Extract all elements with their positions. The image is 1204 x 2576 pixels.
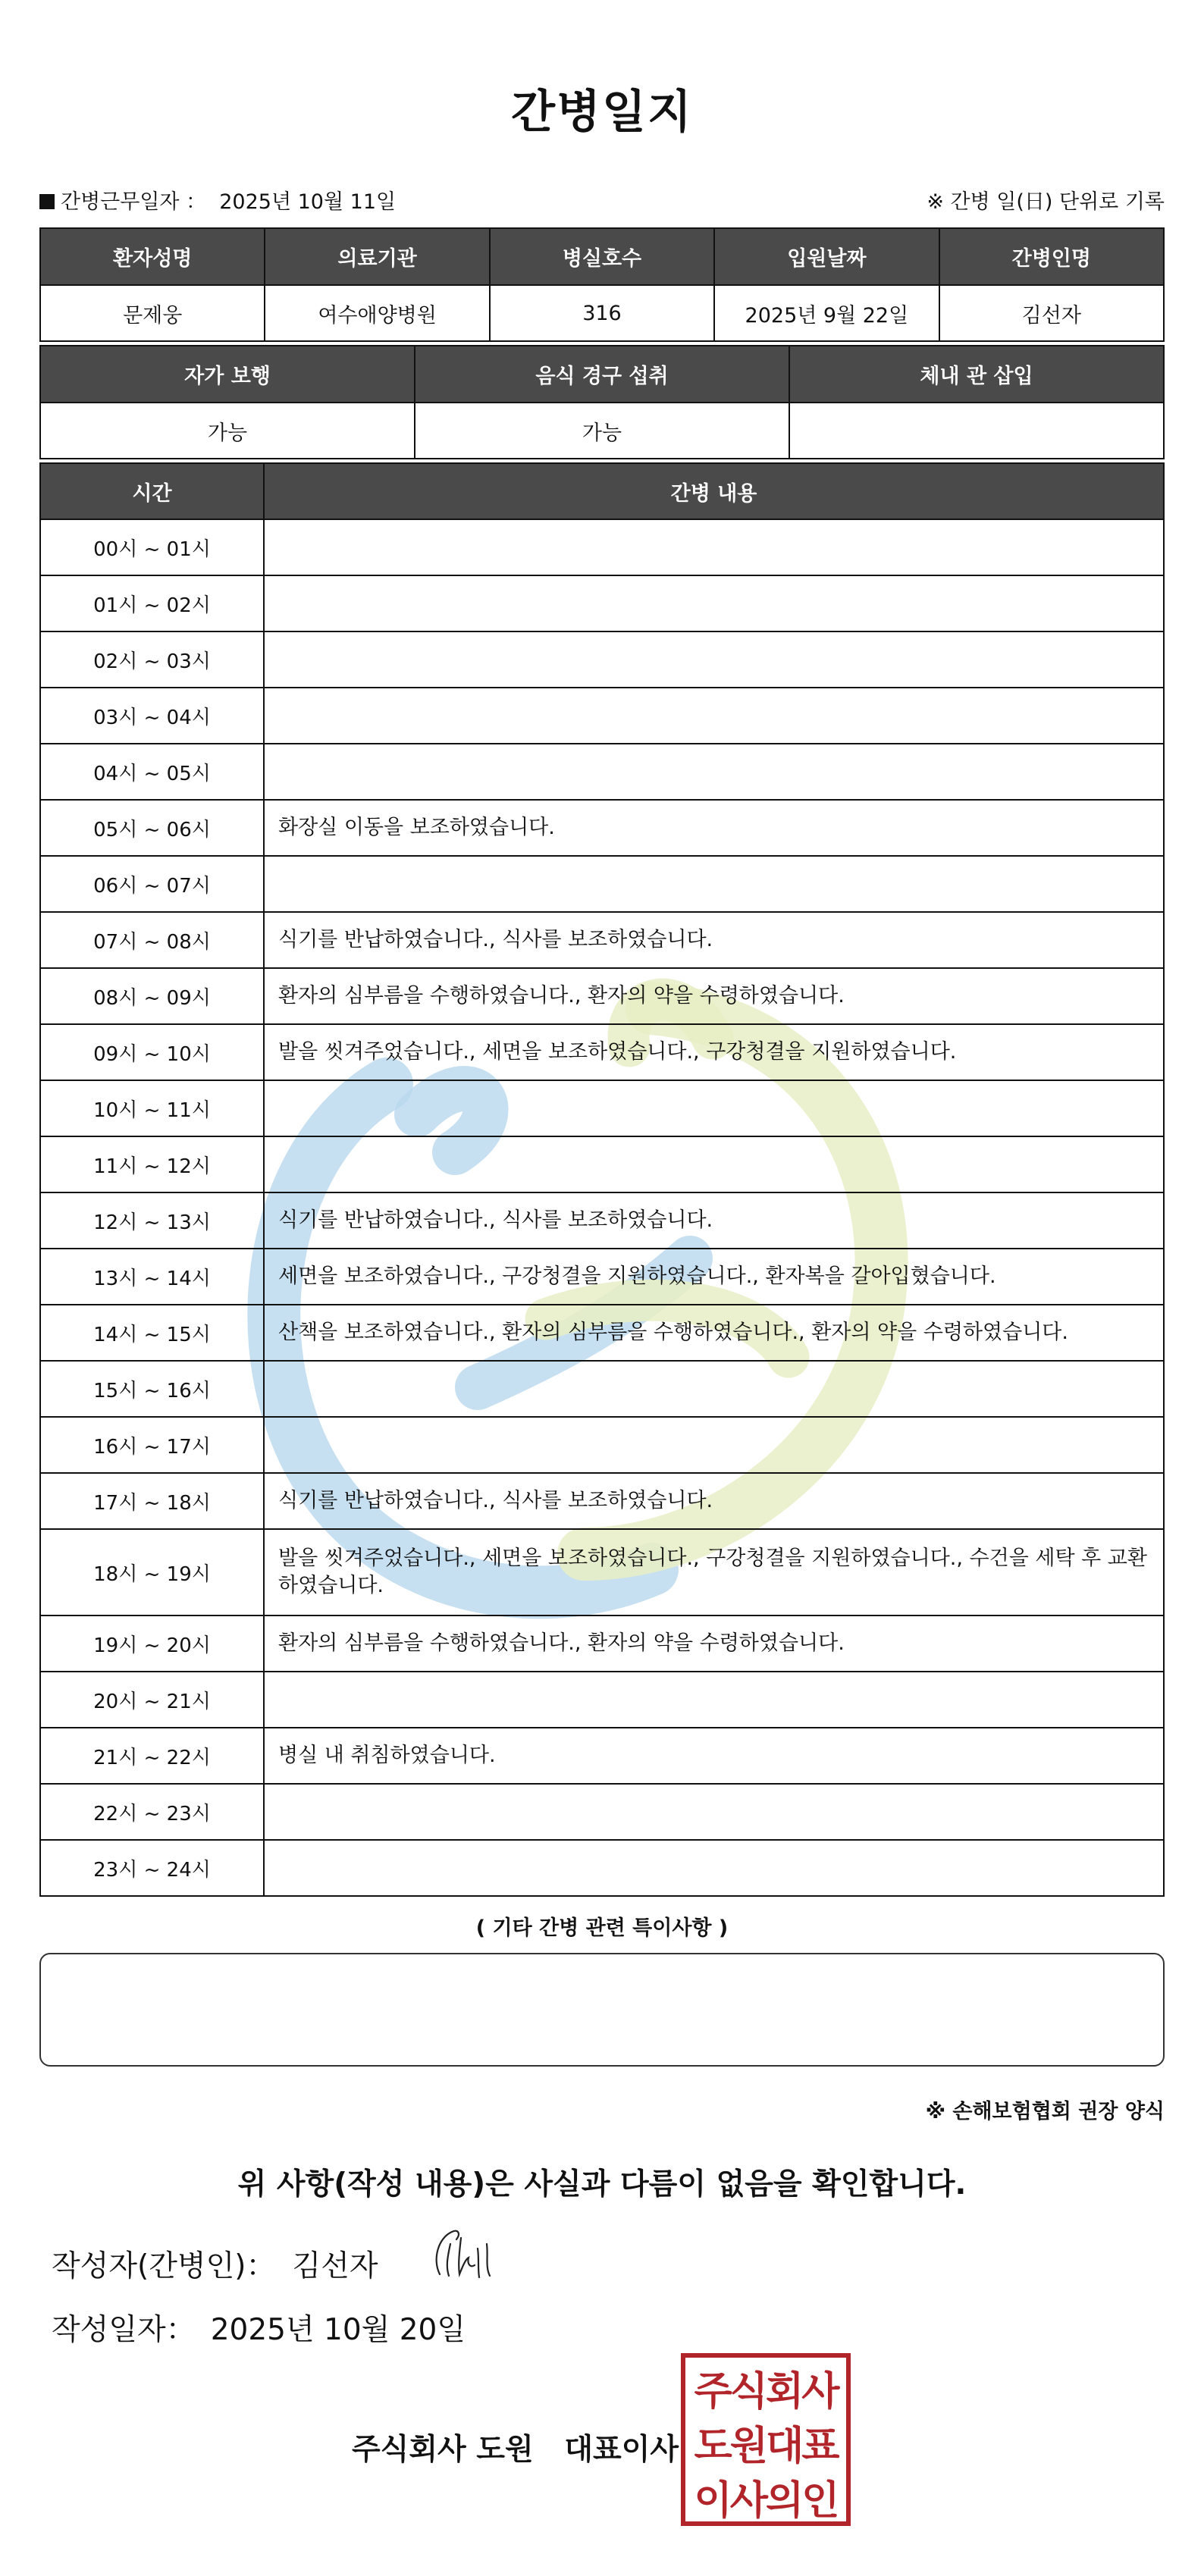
time-cell: 18시 ~ 19시 [40,1529,264,1615]
care-content-cell: 식기를 반납하였습니다., 식사를 보조하였습니다. [264,912,1164,968]
table-row [40,631,1164,688]
table-row [40,1192,1164,1249]
table-row [40,519,1164,575]
writer-name: 김선자 [292,2249,378,2283]
work-date-label: 간병근무일자 ： [61,190,207,214]
care-content-cell: 식기를 반납하였습니다., 식사를 보조하였습니다. [264,1192,1164,1249]
care-content-cell [264,1784,1164,1840]
time-cell: 19시 ~ 20시 [40,1615,264,1672]
record-note: ※ 간병 일(日) 단위로 기록 [927,190,1165,214]
header-caregiver: 간병인명 [939,228,1164,285]
special-notes-title: ( 기타 간병 관련 특이사항 ) [475,1916,729,1940]
table-row [40,575,1164,631]
header-patient-name: 환자성명 [40,228,265,285]
svg-text:이사의인: 이사의인 [694,2478,838,2524]
care-content-cell: 병실 내 취침하였습니다. [264,1728,1164,1784]
write-date-label: 작성일자： [52,2313,196,2347]
write-date-line [52,2306,466,2349]
care-content-cell [264,688,1164,744]
header-oral-intake: 음식 경구 섭취 [415,346,789,403]
time-cell: 02시 ~ 03시 [40,631,264,688]
care-content-cell [264,856,1164,912]
time-cell: 21시 ~ 22시 [40,1728,264,1784]
time-cell: 03시 ~ 04시 [40,688,264,744]
admission-date: 2025년 9월 22일 [714,285,939,341]
care-content-cell [264,1417,1164,1473]
work-date-value: 2025년 10월 11일 [219,190,397,214]
table-row [40,1473,1164,1529]
svg-text:주식회사: 주식회사 [694,2369,838,2415]
time-cell: 06시 ~ 07시 [40,856,264,912]
table-row [40,1361,1164,1417]
time-cell: 17시 ~ 18시 [40,1473,264,1529]
table-row [40,688,1164,744]
header-admission-date: 입원날짜 [714,228,939,285]
care-content-cell [264,1672,1164,1728]
room-number: 316 [490,285,714,341]
care-content-cell: 화장실 이동을 보조하였습니다. [264,800,1164,856]
care-content-cell [264,1361,1164,1417]
time-cell: 10시 ~ 11시 [40,1080,264,1136]
table-row [40,1728,1164,1784]
page-title: 간병일지 [511,86,693,139]
svg-text:도원대표: 도원대표 [694,2424,838,2469]
time-cell: 23시 ~ 24시 [40,1840,264,1896]
square-bullet-icon [39,194,55,209]
time-cell: 20시 ~ 21시 [40,1672,264,1728]
header-tube: 체내 관 삽입 [789,346,1164,403]
handwritten-signature [425,2221,516,2289]
care-content-cell [264,1840,1164,1896]
time-cell: 16시 ~ 17시 [40,1417,264,1473]
time-cell: 09시 ~ 10시 [40,1024,264,1080]
table-row [40,1136,1164,1192]
care-content-cell: 산책을 보조하였습니다., 환자의 심부름을 수행하였습니다., 환자의 약을 수령하였습니다. [264,1305,1164,1361]
header-time: 시간 [40,463,264,519]
time-cell: 22시 ~ 23시 [40,1784,264,1840]
care-content-cell: 발을 씻겨주었습니다., 세면을 보조하였습니다., 구강청결을 지원하였습니다. [264,1024,1164,1080]
confirmation-text: 위 사항(작성 내용)은 사실과 다름이 없음을 확인합니다. [237,2167,967,2202]
table-row [40,1249,1164,1305]
header-hospital: 의료기관 [265,228,489,285]
time-cell: 00시 ~ 01시 [40,519,264,575]
writer-line [52,2242,378,2285]
time-cell: 14시 ~ 15시 [40,1305,264,1361]
time-cell: 13시 ~ 14시 [40,1249,264,1305]
work-date [39,185,396,215]
time-cell: 12시 ~ 13시 [40,1192,264,1249]
table-row [40,1417,1164,1473]
patient-name: 문제웅 [40,285,265,341]
time-cell: 04시 ~ 05시 [40,744,264,800]
header-room: 병실호수 [490,228,714,285]
care-content-cell: 식기를 반납하였습니다., 식사를 보조하였습니다. [264,1473,1164,1529]
time-cell: 11시 ~ 12시 [40,1136,264,1192]
table-row [40,912,1164,968]
oral-intake-status: 가능 [415,403,789,459]
time-cell: 07시 ~ 08시 [40,912,264,968]
patient-status-table [39,345,1165,459]
table-row [40,968,1164,1024]
table-row [40,1615,1164,1672]
care-content-cell [264,744,1164,800]
care-content-cell [264,575,1164,631]
time-cell: 05시 ~ 06시 [40,800,264,856]
care-log-table [39,462,1165,1897]
header-care-content: 간병 내용 [264,463,1164,519]
table-row [40,1305,1164,1361]
table-row [40,1840,1164,1896]
patient-info-table [39,227,1165,342]
table-row [40,1529,1164,1615]
care-content-cell: 세면을 보조하였습니다., 구강청결을 지원하였습니다., 환자복을 갈아입혔습니다. [264,1249,1164,1305]
table-row [40,800,1164,856]
company-seal-stamp [681,2353,851,2526]
company-representative: 주식회사 도원 대표이사 [352,2433,679,2467]
time-cell: 15시 ~ 16시 [40,1361,264,1417]
table-row [40,1080,1164,1136]
care-content-cell [264,631,1164,688]
writer-label: 작성자(간병인)： [52,2249,276,2283]
recommend-note: ※ 손해보험협회 권장 양식 [925,2100,1165,2123]
tube-status [789,403,1164,459]
write-date-value: 2025년 10월 20일 [210,2313,466,2347]
table-row [40,1024,1164,1080]
table-row [40,1672,1164,1728]
time-cell: 08시 ~ 09시 [40,968,264,1024]
hospital: 여수애양병원 [265,285,489,341]
care-content-cell [264,519,1164,575]
table-row [40,1784,1164,1840]
header-walking: 자가 보행 [40,346,415,403]
special-notes-box [39,1953,1165,2067]
care-content-cell [264,1080,1164,1136]
time-cell: 01시 ~ 02시 [40,575,264,631]
table-row [40,856,1164,912]
table-row [40,744,1164,800]
care-content-cell: 환자의 심부름을 수행하였습니다., 환자의 약을 수령하였습니다. [264,968,1164,1024]
care-content-cell [264,1136,1164,1192]
care-content-cell: 환자의 심부름을 수행하였습니다., 환자의 약을 수령하였습니다. [264,1615,1164,1672]
caregiver-name: 김선자 [939,285,1164,341]
care-content-cell: 발을 씻겨주었습니다., 세면을 보조하였습니다., 구강청결을 지원하였습니다., 수건을 세탁 후 교환하였습니다. [264,1529,1164,1615]
walking-status: 가능 [40,403,415,459]
